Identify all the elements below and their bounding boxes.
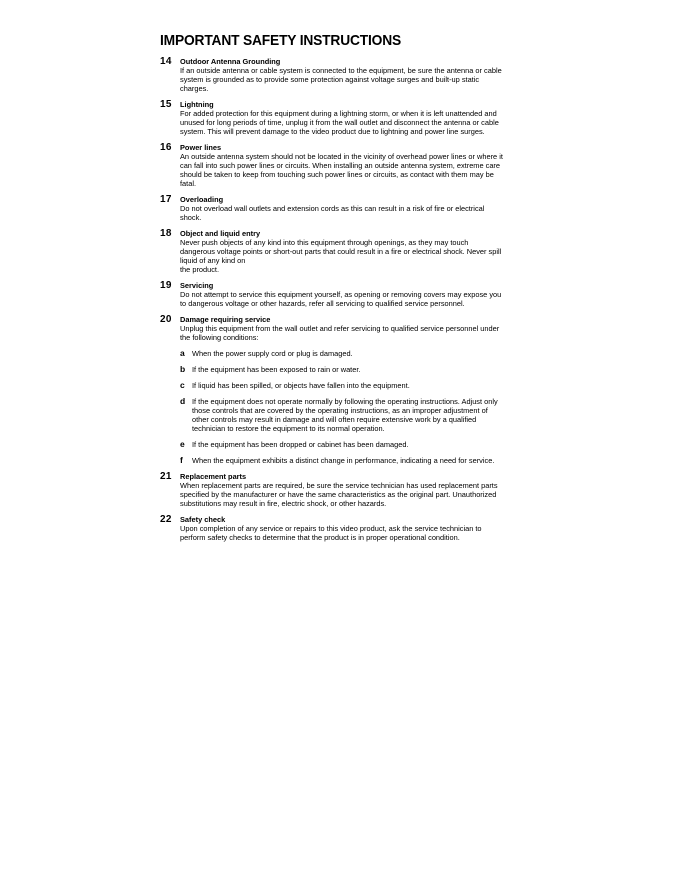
instruction-body — [180, 238, 522, 274]
body-line: substitutions may result in fire, electric shock, or other hazards. — [180, 499, 387, 508]
body-line: If an outside antenna or cable system is connected to the equipment, be sure the antenna or cable — [180, 66, 502, 75]
condition-item — [180, 440, 522, 449]
body-line: Upon completion of any service or repairs to this video product, ask the service technician to — [180, 524, 482, 533]
instruction-list — [160, 56, 522, 549]
body-line: unused for long periods of time, unplug it from the wall outlet and disconnect the antenna or cable — [180, 118, 499, 127]
instruction-body — [180, 524, 522, 542]
instruction-number: 18 — [160, 228, 172, 239]
instruction-item — [160, 57, 522, 93]
condition-text — [192, 397, 522, 433]
condition-item — [180, 456, 522, 465]
body-line: Never push objects of any kind into this equipment through openings, as they may touch — [180, 238, 469, 247]
condition-text — [192, 365, 522, 374]
body-line: can fall into such power lines or circuits. When installing an outside antenna system, extreme care — [180, 161, 501, 170]
instruction-item — [160, 515, 522, 542]
body-line: the following conditions: — [180, 333, 259, 342]
body-line: dangerous voltage points or short-out parts that could result in a fire or electrical shock. Never spill — [180, 247, 502, 256]
instruction-heading: Power lines — [180, 143, 222, 152]
body-line: For added protection for this equipment during a lightning storm, or when it is left unattended and — [180, 109, 497, 118]
instruction-body — [180, 481, 522, 508]
condition-letter: d — [180, 396, 186, 406]
condition-line: If the equipment does not operate normally by following the operating instructions. Adjust only — [192, 397, 498, 406]
body-line: the product. — [180, 265, 220, 274]
instruction-number: 15 — [160, 99, 172, 110]
condition-item — [180, 381, 522, 390]
body-line: to dangerous voltage or other hazards, refer all servicing to qualified service personnel. — [180, 299, 465, 308]
instruction-number: 16 — [160, 142, 172, 153]
condition-letter: c — [180, 380, 185, 390]
body-line: Do not attempt to service this equipment yourself, as opening or removing covers may expose you — [180, 290, 502, 299]
condition-text — [192, 456, 522, 465]
condition-line: those controls that are covered by the operating instructions, as an improper adjustment of — [192, 406, 488, 415]
body-line: liquid of any kind on — [180, 256, 246, 265]
instruction-body — [180, 66, 522, 93]
instruction-body — [180, 324, 522, 342]
instruction-item — [160, 281, 522, 308]
instruction-item — [160, 143, 522, 188]
instruction-body — [180, 204, 522, 222]
condition-item — [180, 397, 522, 433]
condition-letter: b — [180, 364, 186, 374]
condition-line: If the equipment has been dropped or cabinet has been damaged. — [192, 440, 409, 449]
condition-text — [192, 381, 522, 390]
instruction-heading: Object and liquid entry — [180, 229, 261, 238]
condition-list — [180, 349, 522, 465]
instruction-heading: Safety check — [180, 515, 226, 524]
condition-item — [180, 349, 522, 358]
instruction-heading: Overloading — [180, 195, 224, 204]
body-line: fatal. — [180, 179, 197, 188]
condition-line: When the equipment exhibits a distinct change in performance, indicating a need for service. — [192, 456, 495, 465]
instruction-item — [160, 100, 522, 136]
condition-item — [180, 365, 522, 374]
condition-line: technician to restore the equipment to its normal operation. — [192, 424, 385, 433]
condition-line: If the equipment has been exposed to rain or water. — [192, 365, 361, 374]
body-line: charges. — [180, 84, 209, 93]
body-line: An outside antenna system should not be located in the vicinity of overhead power lines or where it — [180, 152, 503, 161]
condition-line: If liquid has been spilled, or objects have fallen into the equipment. — [192, 381, 410, 390]
instruction-number: 19 — [160, 280, 172, 291]
instruction-body — [180, 109, 522, 136]
instruction-heading: Lightning — [180, 100, 214, 109]
instruction-body — [180, 290, 522, 308]
condition-letter: a — [180, 348, 185, 358]
condition-letter: e — [180, 439, 185, 449]
instruction-number: 20 — [160, 314, 172, 325]
body-line: should be taken to keep from touching such power lines or circuits, as contact with them may be — [180, 170, 494, 179]
instruction-item — [160, 195, 522, 222]
instruction-number: 14 — [160, 56, 172, 67]
body-line: Unplug this equipment from the wall outlet and refer servicing to qualified service personnel under — [180, 324, 500, 333]
condition-text — [192, 440, 522, 449]
instruction-heading: Outdoor Antenna Grounding — [180, 57, 281, 66]
body-line: perform safety checks to determine that the product is in proper operational condition. — [180, 533, 460, 542]
instruction-heading: Servicing — [180, 281, 214, 290]
body-line: Do not overload wall outlets and extension cords as this can result in a risk of fire or electrical — [180, 204, 485, 213]
body-line: shock. — [180, 213, 202, 222]
condition-line: other controls may result in damage and will often require extensive work by a qualified — [192, 415, 477, 424]
instruction-item — [160, 229, 522, 274]
condition-line: When the power supply cord or plug is damaged. — [192, 349, 353, 358]
body-line: system is grounded as to provide some protection against voltage surges and built-up static — [180, 75, 480, 84]
body-line: When replacement parts are required, be sure the service technician has used replacement parts — [180, 481, 498, 490]
page-title: IMPORTANT SAFETY INSTRUCTIONS — [160, 32, 402, 49]
instruction-item — [160, 472, 522, 508]
instruction-number: 21 — [160, 471, 172, 482]
instruction-number: 17 — [160, 194, 172, 205]
instruction-item — [160, 315, 522, 465]
instruction-heading: Replacement parts — [180, 472, 247, 481]
condition-text — [192, 349, 522, 358]
body-line: specified by the manufacturer or have the same characteristics as the original part. Unauthorized — [180, 490, 497, 499]
instruction-number: 22 — [160, 514, 172, 525]
body-line: system. This will prevent damage to the video product due to lightning and power line surges. — [180, 127, 485, 136]
instruction-heading: Damage requiring service — [180, 315, 271, 324]
condition-letter: f — [180, 455, 183, 465]
instruction-body — [180, 152, 522, 188]
